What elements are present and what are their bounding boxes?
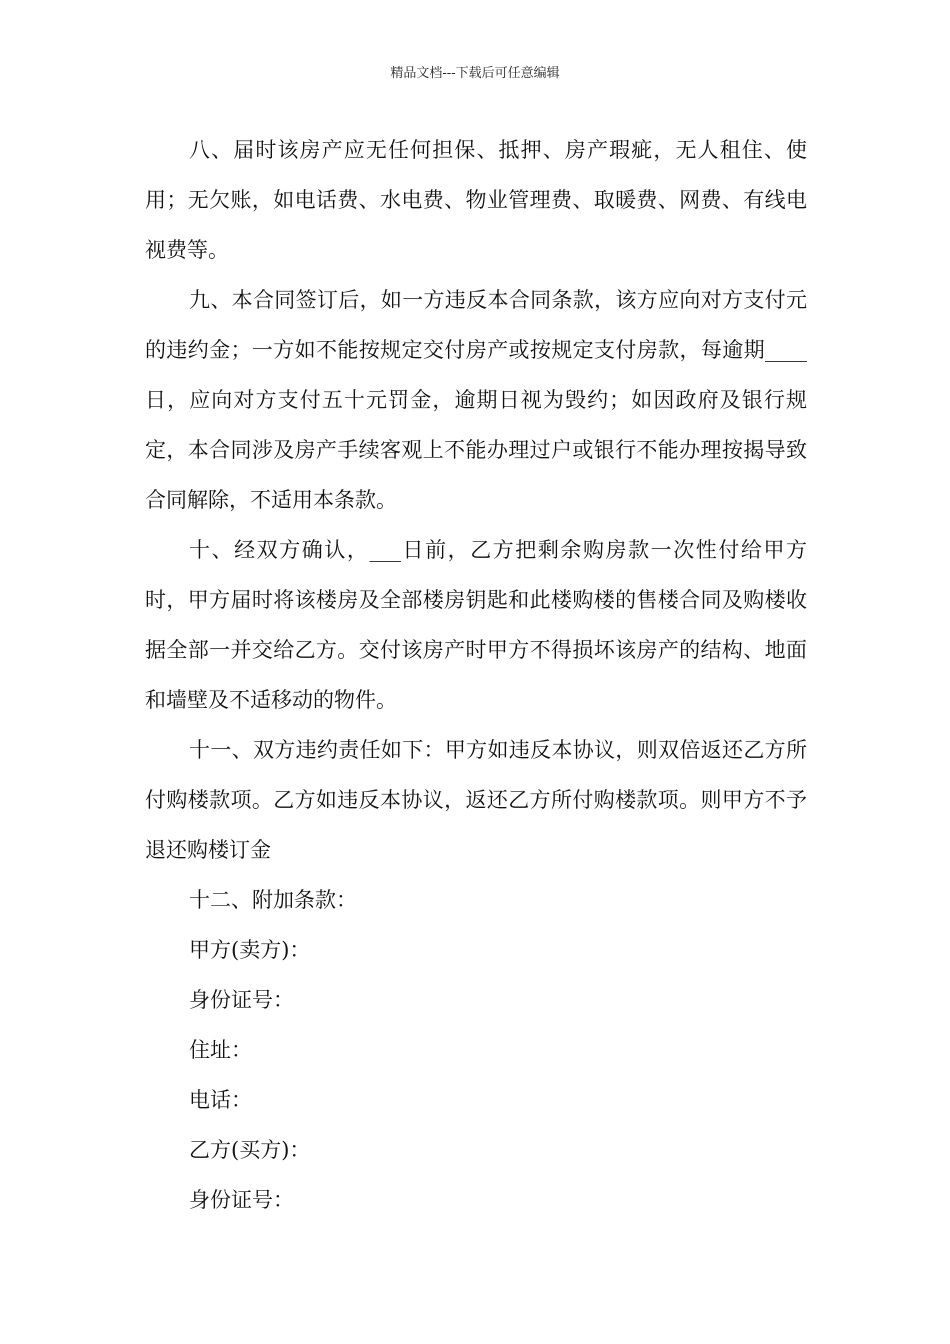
party-b-id-label: 身份证号： [189, 1188, 294, 1212]
party-a-label: 甲方(卖方)： [189, 938, 311, 962]
clause-10-paragraph: 十、经双方确认，___日前，乙方把剩余购房款一次性付给甲方时，甲方届时将该楼房及全部楼房钥匙和此楼购楼的售楼合同及购楼收据全部一并交给乙方。交付该房产时甲方不得损坏该房产的结构、地面和墙壁及不适移动的物件。 [145, 538, 807, 712]
party-a-address-label: 住址： [189, 1038, 252, 1062]
clause-11-paragraph: 十一、双方违约责任如下：甲方如违反本协议，则双倍返还乙方所付购楼款项。乙方如违反本协议，返还乙方所付购楼款项。则甲方不予退还购楼订金 [145, 738, 807, 862]
party-a-id-label: 身份证号： [189, 988, 294, 1012]
page-header: 精品文档---下载后可任意编辑 [390, 66, 560, 81]
party-b-label: 乙方(买方)： [189, 1138, 311, 1162]
party-a-phone-label: 电话： [189, 1088, 252, 1112]
clause-9-paragraph: 九、本合同签订后，如一方违反本合同条款，该方应向对方支付元的违约金；一方如不能按规定交付房产或按规定支付房款，每逾期____日，应向对方支付五十元罚金，逾期日视为毁约；如因政府及银行规定，本合同涉及房产手续客观上不能办理过户或银行不能办理按揭导致合同解除，不适用本条款。 [145, 288, 807, 512]
contract-body [145, 125, 807, 1225]
clause-8-paragraph: 八、届时该房产应无任何担保、抵押、房产瑕疵，无人租住、使用；无欠账，如电话费、水电费、物业管理费、取暖费、网费、有线电视费等。 [145, 138, 807, 262]
clause-12-heading: 十二、附加条款： [189, 888, 357, 912]
